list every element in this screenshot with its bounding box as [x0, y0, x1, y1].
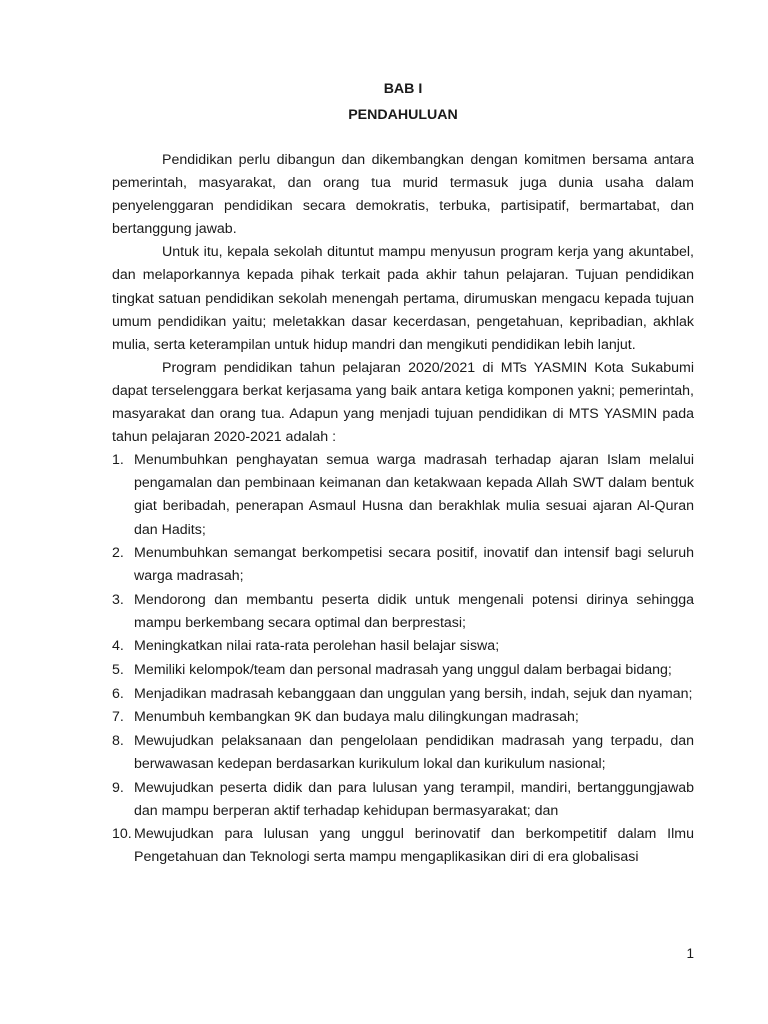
list-item — [112, 683, 694, 706]
list-number: 9. — [112, 779, 124, 796]
list-text: Mendorong dan membantu peserta didik untuk mengenali potensi dirinya sehingga mampu berkembang secara optimal dan berprestasi; — [134, 591, 694, 631]
list-item — [112, 706, 694, 729]
paragraph: Program pendidikan tahun pelajaran 2020/2021 di MTs YASMIN Kota Sukabumi dapat terselenggara berkat kerjasama yang baik antara ketiga komponen yakni; pemerintah, masyarakat dan orang tua. Adapun yang menjadi tujuan pendidikan di MTS YASMIN pada tahun pelajaran 2020-2021 adalah : — [112, 359, 694, 446]
list-number: 4. — [112, 638, 124, 655]
list-number: 5. — [112, 662, 124, 679]
list-item — [112, 659, 694, 682]
list-item — [112, 730, 694, 776]
list-text: Meningkatkan nilai rata-rata perolehan hasil belajar siswa; — [134, 638, 500, 655]
list-item — [112, 449, 694, 541]
list-item — [112, 635, 694, 658]
list-number: 2. — [112, 545, 124, 562]
list-text: Menumbuhkan semangat berkompetisi secara positif, inovatif dan intensif bagi seluruh warga madrasah; — [134, 545, 694, 585]
list-text: Menumbuh kembangkan 9K dan budaya malu dilingkungan madrasah; — [134, 709, 579, 726]
list-item — [112, 589, 694, 635]
list-item — [112, 823, 694, 869]
list-text: Mewujudkan pelaksanaan dan pengelolaan pendidikan madrasah yang terpadu, dan berwawasan kedepan berdasarkan kurikulum lokal dan kurikulum nasional; — [134, 732, 694, 772]
paragraph: Pendidikan perlu dibangun dan dikembangkan dengan komitmen bersama antara pemerintah, masyarakat, dan orang tua murid termasuk juga dunia usaha dalam penyelenggaran pendidikan secara demokratis, terbuka, partisipatif, bermartabat, dan bertanggung jawab. — [112, 152, 694, 238]
list-text: Memiliki kelompok/team dan personal madrasah yang unggul dalam berbagai bidang; — [134, 662, 672, 679]
page-number: 1 — [686, 946, 694, 961]
list-number: 1. — [112, 452, 124, 469]
list-number: 6. — [112, 685, 124, 702]
objectives-list — [112, 449, 694, 869]
heading-spacer — [112, 128, 694, 149]
list-number: 3. — [112, 591, 124, 608]
list-text: Mewujudkan peserta didik dan para lulusan yang terampil, mandiri, bertanggungjawab dan mampu berperan aktif terhadap kehidupan bermasyarakat; dan — [134, 779, 694, 819]
list-text: Menjadikan madrasah kebanggaan dan unggulan yang bersih, indah, sejuk dan nyaman; — [134, 685, 693, 702]
list-number: 7. — [112, 709, 124, 726]
list-text: Mewujudkan para lulusan yang unggul berinovatif dan berkompetitif dalam Ilmu Pengetahuan dan Teknologi serta mampu mengaplikasikan diri di era globalisasi — [134, 826, 694, 866]
document-page — [112, 76, 694, 870]
paragraph: Untuk itu, kepala sekolah dituntut mampu menyusun program kerja yang akuntabel, dan melaporkannya kepada pihak terkait pada akhir tahun pelajaran. Tujuan pendidikan tingkat satuan pendidikan sekolah menengah pertama, dirumuskan mengacu kepada tujuan umum pendidikan yaitu; meletakkan dasar kecerdasan, pengetahuan, kepribadian, akhlak mulia, serta keterampilan untuk hidup mandri dan mengikuti pendidikan lebih lanjut. — [112, 244, 694, 353]
list-text: Menumbuhkan penghayatan semua warga madrasah terhadap ajaran Islam melalui pengamalan dan pembinaan keimanan dan ketakwaan kepada Allah SWT dalam bentuk giat beribadah, penerapan Asmaul Husna dan berakhlak mulia sesuai ajaran Al-Quran dan Hadits; — [134, 452, 694, 538]
chapter-heading: BAB I — [383, 81, 423, 97]
list-item — [112, 542, 694, 588]
list-item — [112, 777, 694, 823]
chapter-title: PENDAHULUAN — [348, 107, 458, 123]
list-number: 8. — [112, 732, 124, 749]
list-number: 10. — [112, 826, 132, 843]
